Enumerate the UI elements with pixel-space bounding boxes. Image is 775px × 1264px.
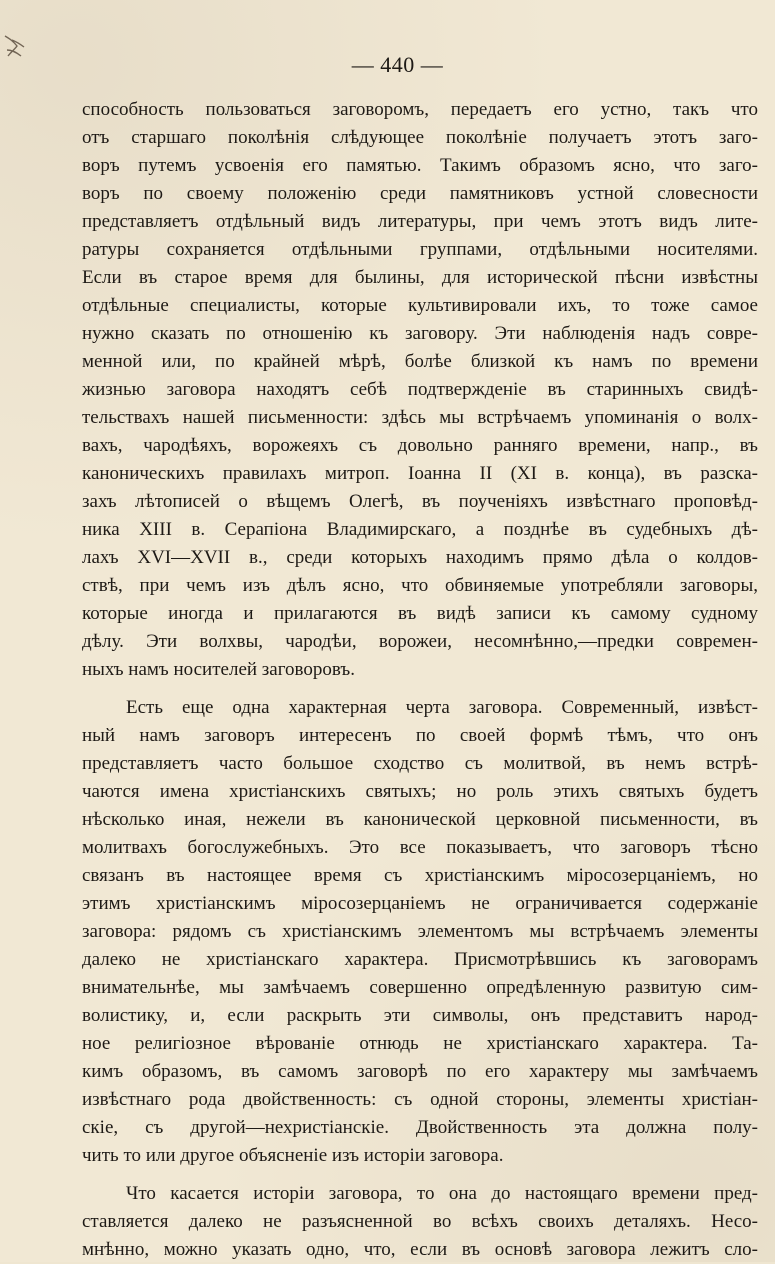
text-line: молитвахъ богослужебныхъ. Это все показываетъ, что заговоръ тѣсно bbox=[82, 837, 758, 858]
text-line: дѣлу. Эти волхвы, чародѣи, ворожеи, несомнѣнно,—предки современ- bbox=[82, 631, 758, 652]
text-line: кимъ образомъ, въ самомъ заговорѣ по его характеру мы замѣчаемъ bbox=[82, 1061, 758, 1082]
text-line: ствѣ, при чемъ изъ дѣлъ ясно, что обвиняемые употребляли заговоры, bbox=[82, 575, 758, 596]
text-line: отъ старшаго поколѣнія слѣдующее поколѣніе получаетъ этотъ заго- bbox=[82, 127, 758, 148]
paragraph-1 bbox=[82, 96, 758, 684]
text-line: каноническихъ правилахъ митроп. Іоанна II (XI в. конца), въ разска- bbox=[82, 463, 758, 484]
text-line: мнѣнно, можно указать одно, что, если въ основѣ заговора лежитъ сло- bbox=[82, 1239, 758, 1260]
text-line: способность пользоваться заговоромъ, передаетъ его устно, такъ что bbox=[82, 99, 758, 120]
page-number: — 440 — bbox=[351, 52, 444, 77]
text-line: Если въ старое время для былины, для исторической пѣсни извѣстны bbox=[82, 267, 758, 288]
text-line: нужно сказать по отношенію къ заговору. Эти наблюденія надъ совре- bbox=[82, 323, 758, 344]
text-line: Что касается исторіи заговора, то она до настоящаго времени пред- bbox=[126, 1183, 758, 1204]
text-line: представляетъ отдѣльный видъ литературы, при чемъ этотъ видъ лите- bbox=[82, 211, 758, 232]
text-line: внимательнѣе, мы замѣчаемъ совершенно опредѣленную развитую сим- bbox=[82, 977, 758, 998]
text-line: менной или, по крайней мѣрѣ, болѣе близкой къ намъ по времени bbox=[82, 351, 758, 372]
text-line: заговора: рядомъ съ христіанскимъ элементомъ мы встрѣчаемъ элементы bbox=[82, 921, 758, 942]
text-line: скіе, съ другой—нехристіанскіе. Двойственность эта должна полу- bbox=[82, 1117, 758, 1138]
text-line: захъ лѣтописей о вѣщемъ Олегѣ, въ поученіяхъ извѣстнаго проповѣд- bbox=[82, 491, 758, 512]
text-line: ника XIII в. Серапіона Владимирскаго, а позднѣе въ судебныхъ дѣ- bbox=[82, 519, 758, 540]
text-line: этимъ христіанскимъ міросозерцаніемъ не ограничивается содержаніе bbox=[82, 893, 758, 914]
text-line: ратуры сохраняется отдѣльными группами, отдѣльными носителями. bbox=[82, 239, 758, 260]
text-line: ный намъ заговоръ интересенъ по своей формѣ тѣмъ, что онъ bbox=[82, 725, 758, 746]
text-line: далеко не христіанскаго характера. Присмотрѣвшись къ заговорамъ bbox=[82, 949, 758, 970]
text-line: вахъ, чародѣяхъ, ворожеяхъ съ довольно ранняго времени, напр., въ bbox=[82, 435, 758, 456]
text-line: отдѣльные специалисты, которые культивировали ихъ, то тоже самое bbox=[82, 295, 758, 316]
text-line: жизнью заговора находятъ себѣ подтвержденіе въ старинныхъ свидѣ- bbox=[82, 379, 758, 400]
paragraph-gap bbox=[82, 684, 758, 694]
text-line: ныхъ намъ носителей заговоровъ. bbox=[82, 659, 355, 680]
text-line: волистику, и, если раскрыть эти символы, онъ представитъ народ- bbox=[82, 1005, 758, 1026]
text-line: нѣсколько иная, нежели въ канонической церковной письменности, въ bbox=[82, 809, 758, 830]
text-line: воръ путемъ усвоенія его памятью. Такимъ образомъ ясно, что заго- bbox=[82, 155, 758, 176]
paragraph-3 bbox=[82, 1180, 758, 1264]
text-line: связанъ въ настоящее время съ христіанскимъ міросозерцаніемъ, но bbox=[82, 865, 758, 886]
paragraph-gap bbox=[82, 1170, 758, 1180]
text-line: чить то или другое объясненіе изъ исторіи заговора. bbox=[82, 1145, 504, 1166]
text-line: чаются имена христіанскихъ святыхъ; но роль этихъ святыхъ будетъ bbox=[82, 781, 758, 802]
paragraph-2 bbox=[82, 694, 758, 1170]
text-line: воръ по своему положенію среди памятниковъ устной словесности bbox=[82, 183, 758, 204]
text-line: представляетъ часто большое сходство съ молитвой, въ немъ встрѣ- bbox=[82, 753, 758, 774]
text-line: лахъ XVI—XVII в., среди которыхъ находимъ прямо дѣла о колдов- bbox=[82, 547, 758, 568]
text-line: ставляется далеко не разъясненной во всѣхъ своихъ деталяхъ. Несо- bbox=[82, 1211, 758, 1232]
main-text bbox=[82, 96, 758, 1264]
text-line: Есть еще одна характерная черта заговора. Современный, извѣст- bbox=[126, 697, 758, 718]
text-line: ное религіозное вѣрованіе отнюдь не христіанскаго характера. Та- bbox=[82, 1033, 758, 1054]
text-line: извѣстнаго рода двойственность: съ одной стороны, элементы христіан- bbox=[82, 1089, 758, 1110]
text-line: которые иногда и прилагаются въ видѣ записи къ самому судному bbox=[82, 603, 758, 624]
text-line: тельствахъ нашей письменности: здѣсь мы встрѣчаемъ упоминанія о волх- bbox=[82, 407, 758, 428]
